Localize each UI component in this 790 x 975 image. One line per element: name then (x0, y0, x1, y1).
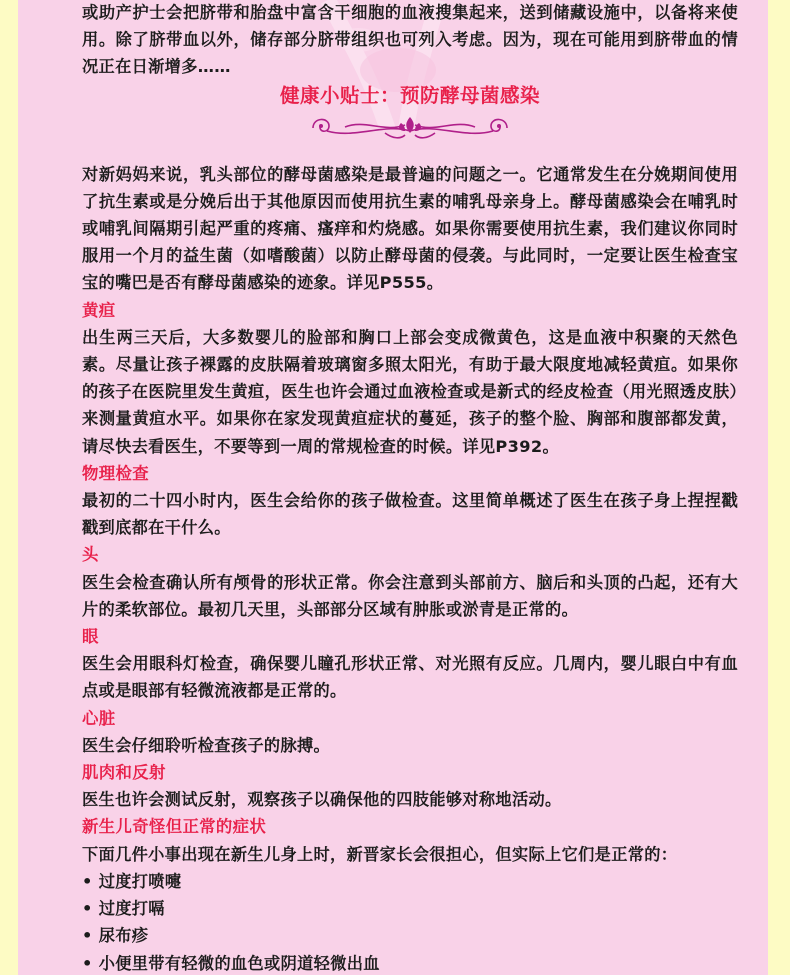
paragraph-jaundice: 出生两三天后，大多数婴儿的脸部和胸口上部会变成微黄色，这是血液中积聚的天然色素。尽量让孩子裸露的皮肤隔着玻璃窗多照太阳光，有助于最大限度地减轻黄疸。如果你的孩子在医院里发生黄疸，医生也许会通过血液检查或是新式的经皮检查（用光照透皮肤）来测量黄疸水平。如果你在家发现黄疸症状的蔓延，孩子的整个脸、胸部和腹部都发黄，请尽快去看医生，不要等到一周的常规检查的时候。详见P392。 (82, 327, 738, 456)
heading-muscles-reflexes: 肌肉和反射 (82, 763, 166, 783)
paragraph-eyes: 医生会用眼科灯检查，确保婴儿瞳孔形状正常、对光照有反应。几周内，婴儿眼白中有血点或是眼部有轻微流液都是正常的。 (82, 654, 738, 701)
list-item: • 过度打喷嚏 (82, 868, 738, 895)
book-page (18, 0, 768, 975)
heading-physical-exam: 物理检查 (82, 463, 149, 483)
article-content (82, 0, 738, 975)
paragraph-muscles-reflexes: 医生也许会测试反射，观察孩子以确保他的四肢能够对称地活动。 (82, 790, 562, 810)
paragraph-physical-exam: 最初的二十四小时内，医生会给你的孩子做检查。这里简单概述了医生在孩子身上捏捏戳戳到底都在干什么。 (82, 491, 738, 538)
heading-head: 头 (82, 545, 99, 565)
list-item: • 尿布疹 (82, 922, 738, 949)
heading-jaundice: 黄疸 (82, 300, 116, 320)
heading-odd-symptoms: 新生儿奇怪但正常的症状 (82, 817, 267, 837)
paragraph-odd-symptoms: 下面几件小事出现在新生儿身上时，新晋家长会很担心，但实际上它们是正常的： (82, 844, 678, 864)
ornament-divider-icon (305, 113, 515, 143)
symptom-list (82, 868, 738, 975)
intro-paragraph: 或助产护士会把脐带和胎盘中富含干细胞的血液搜集起来，送到储藏设施中，以备将来使用。除了脐带血以外，储存部分脐带组织也可列入考虑。因为，现在可能用到脐带血的情况正在日渐增多…… (82, 3, 738, 77)
paragraph-heart: 医生会仔细聆听检查孩子的脉搏。 (82, 735, 331, 755)
tip-body: 对新妈妈来说，乳头部位的酵母菌感染是最普遍的问题之一。它通常发生在分娩期间使用了抗生素或是分娩后出于其他原因而使用抗生素的哺乳母亲身上。酵母菌感染会在哺乳时或哺乳间隔期引起严重的疼痛、瘙痒和灼烧感。如果你需要使用抗生素，我们建议你同时服用一个月的益生菌（如嗜酸菌）以防止酵母菌的侵袭。与此同时，一定要让医生检查宝宝的嘴巴是否有酵母菌感染的迹象。详见P555。 (82, 164, 738, 293)
list-item: • 过度打嗝 (82, 895, 738, 922)
list-item: • 小便里带有轻微的血色或阴道轻微出血 (82, 950, 738, 975)
heading-eyes: 眼 (82, 627, 99, 647)
heading-heart: 心脏 (82, 708, 116, 728)
tip-title: 健康小贴士：预防酵母菌感染 (279, 83, 540, 107)
paragraph-head: 医生会检查确认所有颅骨的形状正常。你会注意到头部前方、脑后和头顶的凸起，还有大片的柔软部位。最初几天里，头部部分区域有肿胀或淤青是正常的。 (82, 572, 738, 619)
